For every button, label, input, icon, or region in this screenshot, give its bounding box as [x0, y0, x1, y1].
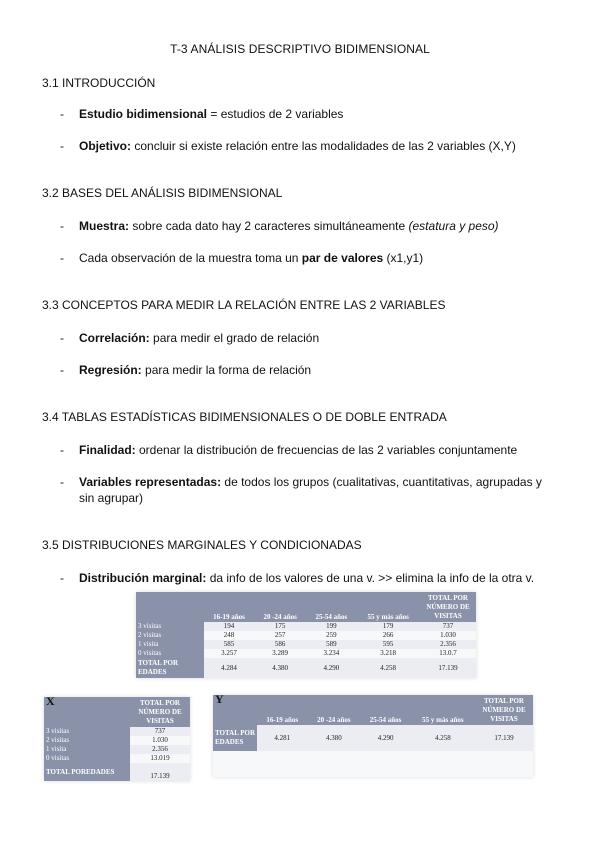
section-heading-3-2: 3.2 BASES DEL ANÁLISIS BIDIMENSIONAL	[42, 186, 283, 200]
table-cell: 2.356	[152, 745, 168, 753]
bullet-text: (x1,y1)	[383, 251, 424, 265]
table-cell: 4.258	[435, 733, 451, 742]
table-row	[44, 727, 190, 736]
row-label: 1 visita	[44, 745, 130, 754]
table-cell: 595	[382, 640, 394, 648]
column-header: 16-19 años	[204, 592, 254, 622]
column-header: TOTAL POR NÚMERO DE VISITAS	[475, 695, 533, 725]
table-row	[44, 745, 190, 754]
table-cell: 179	[382, 622, 394, 630]
table-corner-x: X	[44, 697, 130, 727]
column-header: TOTAL POR NÚMERO DE VISITAS	[420, 592, 476, 622]
table-cell: 13.0.7	[439, 649, 457, 657]
bullet-observacion	[60, 250, 550, 266]
table-cell: 266	[382, 631, 394, 639]
table-filler	[213, 751, 533, 777]
section-heading-3-3: 3.3 CONCEPTOS PARA MEDIR LA RELACIÓN ENTRE LAS 2 VARIABLES	[42, 298, 446, 312]
bullet-dash: -	[60, 571, 64, 585]
table-cell: 4.380	[326, 733, 342, 742]
bullet-term: Correlación:	[79, 331, 150, 345]
column-header: 20 -24 años	[254, 592, 306, 622]
bullet-muestra	[60, 218, 550, 234]
bullet-dash: -	[60, 475, 64, 489]
table-cell: 3.218	[380, 649, 397, 657]
table-cell: 13.019	[150, 754, 170, 762]
row-label: TOTAL POR EDADES	[136, 658, 204, 678]
table-cell: 4.290	[377, 733, 394, 742]
table-cell: 1.030	[440, 631, 456, 639]
column-header: 25-54 años	[360, 695, 410, 725]
table-row	[136, 622, 476, 631]
bullet-finalidad	[60, 442, 550, 458]
bullet-italic: (estatura y peso)	[408, 219, 499, 233]
table-cell: 3.257	[221, 649, 237, 657]
contingency-table	[136, 592, 476, 678]
bullet-text: da info de los valores de una v. >> elimina la info de la otra v.	[206, 571, 535, 585]
bullet-objetivo	[60, 138, 550, 154]
section-heading-3-4: 3.4 TABLAS ESTADÍSTICAS BIDIMENSIONALES O DE DOBLE ENTRADA	[42, 410, 447, 424]
bullet-estudio	[60, 106, 550, 122]
section-heading-3-1: 3.1 INTRODUCCIÓN	[42, 76, 156, 90]
table-cell: 3.289	[272, 649, 289, 657]
table-cell: 175	[274, 622, 286, 630]
table-row	[136, 631, 476, 640]
bullet-term: Distribución marginal:	[79, 571, 207, 585]
bullet-dash: -	[60, 331, 64, 345]
bullet-term: Muestra:	[79, 219, 130, 233]
table-total-row	[44, 763, 190, 781]
column-header: 16-19 años	[257, 695, 307, 725]
row-label: TOTAL POR EDADES	[213, 725, 257, 751]
bullet-regresion	[60, 362, 550, 378]
table-cell: 17.139	[494, 733, 514, 742]
column-header: TOTAL POR NÚMERO DE VISITAS	[130, 697, 190, 727]
bullet-dash: -	[60, 139, 64, 153]
table-cell: 2.356	[440, 640, 456, 648]
bullet-text: ordenar la distribución de frecuencias de las 2 variables conjuntamente	[135, 443, 518, 457]
table-row	[44, 736, 190, 745]
column-header: 55 y más años	[356, 592, 420, 622]
table-cell: 4.284	[221, 663, 237, 672]
bullet-term: Variables representadas:	[79, 475, 222, 489]
bullet-text: sobre cada dato hay 2 caracteres simultáneamente	[129, 219, 409, 233]
bullet-text: = estudios de 2 variables	[207, 107, 344, 121]
table-cell: 259	[326, 631, 337, 639]
table-cell: 589	[326, 640, 337, 648]
table-total-row	[213, 725, 533, 751]
bullet-dash: -	[60, 251, 64, 265]
table-cell: 586	[274, 640, 286, 648]
table-cell: 194	[223, 622, 235, 630]
bullet-text: para medir el grado de relación	[149, 331, 320, 345]
bullet-correlacion	[60, 330, 550, 346]
row-label: TOTAL POREDADES	[44, 763, 130, 781]
column-header: 55 y más años	[411, 695, 475, 725]
bullet-marginal	[60, 570, 550, 586]
table-cell: 737	[442, 622, 454, 630]
bullet-term: Estudio bidimensional	[79, 107, 208, 121]
bullet-term: par de valores	[301, 251, 384, 265]
bullet-text: para medir la forma de relación	[141, 363, 312, 377]
bullet-dash: -	[60, 107, 64, 121]
row-label: 2 visitas	[136, 631, 204, 640]
table-total-row	[136, 658, 476, 678]
table-cell: 1.030	[152, 736, 168, 744]
bullet-variables	[60, 474, 550, 506]
bullet-dash: -	[60, 443, 64, 457]
bullet-text: concluir si existe relación entre las modalidades de las 2 variables (X,Y)	[131, 139, 516, 153]
row-label: 1 visita	[136, 640, 204, 649]
marginal-x-table	[44, 694, 190, 781]
table-row	[136, 649, 476, 658]
table-row	[44, 754, 190, 763]
table-corner-y: Y	[213, 695, 257, 725]
table-cell: 4.380	[272, 663, 289, 672]
bullet-dash: -	[60, 219, 64, 233]
bullet-term: Finalidad:	[79, 443, 136, 457]
section-heading-3-5: 3.5 DISTRIBUCIONES MARGINALES Y CONDICIONADAS	[42, 538, 362, 552]
table-cell: 248	[223, 631, 235, 639]
table-cell: 4.290	[323, 663, 340, 672]
column-header: 20 -24 años	[307, 695, 360, 725]
bullet-text: Cada observación de la muestra toma un	[79, 251, 302, 265]
row-label: 3 visitas	[44, 727, 130, 736]
page-title: T-3 ANÁLISIS DESCRIPTIVO BIDIMENSIONAL	[170, 42, 430, 56]
table-cell: 3.234	[323, 649, 340, 657]
table-corner	[136, 592, 204, 622]
table-row	[136, 640, 476, 649]
table-cell: 737	[154, 727, 166, 735]
bullet-term: Objetivo:	[79, 139, 132, 153]
row-label: 0 visitas	[44, 754, 130, 763]
table-cell: 199	[326, 622, 337, 630]
table-cell: 17.139	[438, 663, 458, 672]
table-cell: 4.281	[274, 733, 291, 742]
row-label: 3 visitas	[136, 622, 204, 631]
row-label: 0 visitas	[136, 649, 204, 658]
bullet-dash: -	[60, 363, 64, 377]
bullet-term: Regresión:	[79, 363, 142, 377]
table-cell: 17.139	[150, 772, 170, 780]
row-label: 2 visitas	[44, 736, 130, 745]
bullet-text: de todos los grupos (cualitativas, cuantitativas, agrupadas y sin agrupar)	[79, 475, 542, 505]
table-cell: 257	[274, 631, 286, 639]
table-cell: 4.258	[380, 663, 397, 672]
marginal-y-table	[213, 692, 533, 777]
column-header: 25-54 años	[306, 592, 356, 622]
table-cell: 585	[223, 640, 235, 648]
table-empty-row	[213, 751, 533, 777]
